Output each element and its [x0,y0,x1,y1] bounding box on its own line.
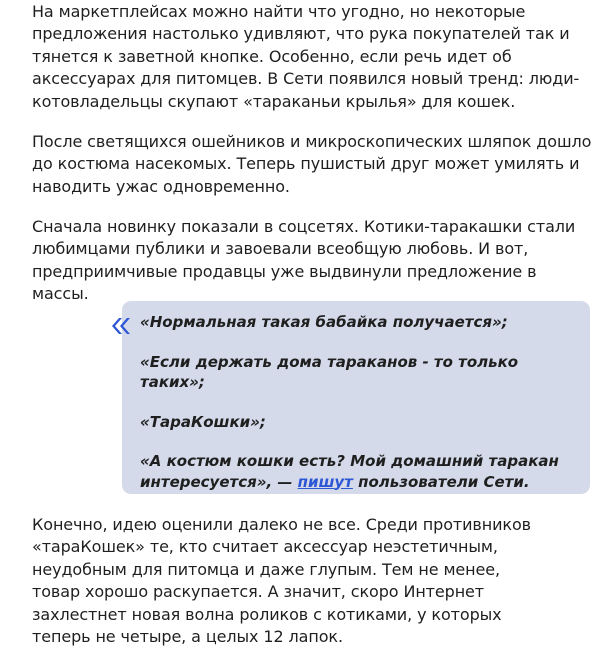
quote-line-4-text: «А костюм кошки есть? Мой домашний таракан интересуется», — [140,452,559,491]
quote-lines [140,312,580,492]
source-link[interactable]: пишут [297,472,353,491]
quote-line-3: «ТараКошки»; [140,412,266,431]
double-chevron-quote-icon [107,316,131,336]
quote-line-4 [140,451,580,492]
quote-line-4-suffix: пользователи Сети. [352,472,530,491]
quote-line-2: «Если держать дома тараканов - то только таких»; [140,352,519,391]
paragraph-costume: После светящихся ошейников и микроскопических шляпок дошло до костюма насекомых. Теперь пушистый друг может умилять и наводить ужас одновременно. [32,132,592,196]
quote-line-1: «Нормальная такая бабайка получается»; [140,313,508,331]
paragraph-conclusion: Конечно, идею оценили далеко не все. Среди противников «тараКошек» те, кто считает аксессуар неэстетичным, неудобным для питомца и даже глупым. Тем не менее, товар хорошо раскупается. А значит, скоро Интернет захлестнет новая волна роликов с котиками, у которых теперь не четыре, а целых 12 лапок. [32,515,532,647]
paragraph-intro: На маркетплейсах можно найти что угодно, но некоторые предложения настолько удивляют, что рука покупателей так и тянется к заветной кнопке. Особенно, если речь идет об аксессуарах для питомцев. В Сети появился новый тренд: люди-котовладельцы скупают «тараканьи крылья» для кошек. [32,2,580,111]
paragraph-social: Сначала новинку показали в соцсетях. Котики-таракашки стали любимцами публики и завоевали всеобщую любовь. И вот, предприимчивые продавцы уже выдвинули предложение в массы. [32,217,576,304]
